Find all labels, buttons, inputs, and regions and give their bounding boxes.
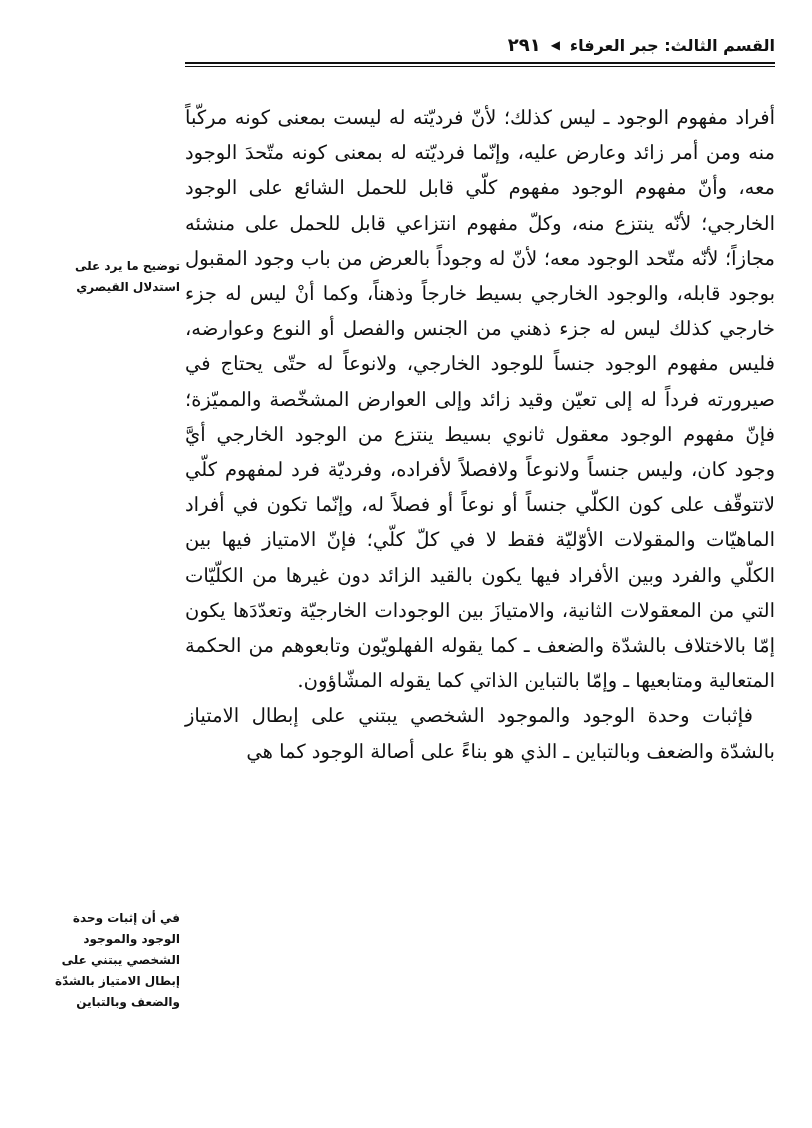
margin-note-1: توضيح ما يرد على استدلال القيصري bbox=[74, 259, 180, 294]
paragraph-1: أفراد مفهوم الوجود ـ ليس كذلك؛ لأنّ فرديّته له ليست بمعنى كونه مركّباً منه ومن أمر زائد وعارض عليه، وإنّما فرديّته له بمعنى كونه متّحدَ الوجود معه، وأنّ مفهوم الوجود مفهوم كلّي قابل للحمل الشائع على الوجود الخارجي؛ لأنّه ينتزع منه، وكلّ مفهوم انتزاعي قابل للحمل على منشئه مجازاً؛ لأنّه متّحد الوجود معه؛ لأنّ له وجوداً بالعرض من باب وجود المقبول بوجود قابله، والوجود الخارجي بسيط خارجاً وذهناً، وكما أنْ ليس له جزء خارجي كذلك ليس له جزء ذهني من الجنس والفصل أو النوع وعوارضه، فليس مفهوم الوجود جنساً للوجود الخارجي، ولانوعاً له حتّى يحتاج في صيرورته فرداً له إلى تعيّن وقيد زائد وإلى العوارض المشخّصة والمميّزة؛ فإنّ مفهوم الوجود معقول ثانوي بسيط ينتزع من الوجود الخارجي أيَّ وجود كان، وليس جنساً ولانوعاً ولافصلاً لأفراده، وفرديّة فرد لمفهوم كلّي لاتتوقّف على كون الكلّي جنساً أو نوعاً أو فصلاً له، وإنّما تكون في أفراد الماهيّات والمقولات الأوّليّة فقط لا في كلّ كلّي؛ فإنّ الامتياز فيها بين الكلّي والفرد وبين الأفراد فيها يكون بالقيد الزائد دون غيرها من الكلّيّات التي من المعقولات الثانية، والامتيازَ بين الوجودات الخارجيّة وتعدّدَها يكون إمّا بالاختلاف بالشدّة والضعف ـ كما يقوله الفهلويّون وتابعوهم من الحكمة المتعالية ومتابعيها ـ وإمّا بالتباين الذاتي كما يقوله المشّاؤون. bbox=[185, 106, 775, 693]
header-rule-thick bbox=[185, 62, 775, 64]
margin-note-2: في أن إثبات وحدة الوجود والموجود الشخصي يبتني على إبطال الامتياز بالشدّة والضعف وبالتباين bbox=[54, 911, 180, 1009]
page-header bbox=[185, 32, 775, 58]
paragraph-2: فإثبات وحدة الوجود والموجود الشخصي يبتني على إبطال الامتياز بالشدّة والضعف وبالتباين ـ الذي هو بناءً على أصالة الوجود كما هي bbox=[185, 704, 775, 763]
arrow-left-icon: ◀ bbox=[550, 38, 560, 52]
body-text bbox=[185, 100, 775, 769]
section-title: القسم الثالث: جبر العرفاء bbox=[569, 35, 775, 55]
header-rule-thin bbox=[185, 66, 775, 67]
page-number: ٢٩١ bbox=[507, 34, 541, 56]
